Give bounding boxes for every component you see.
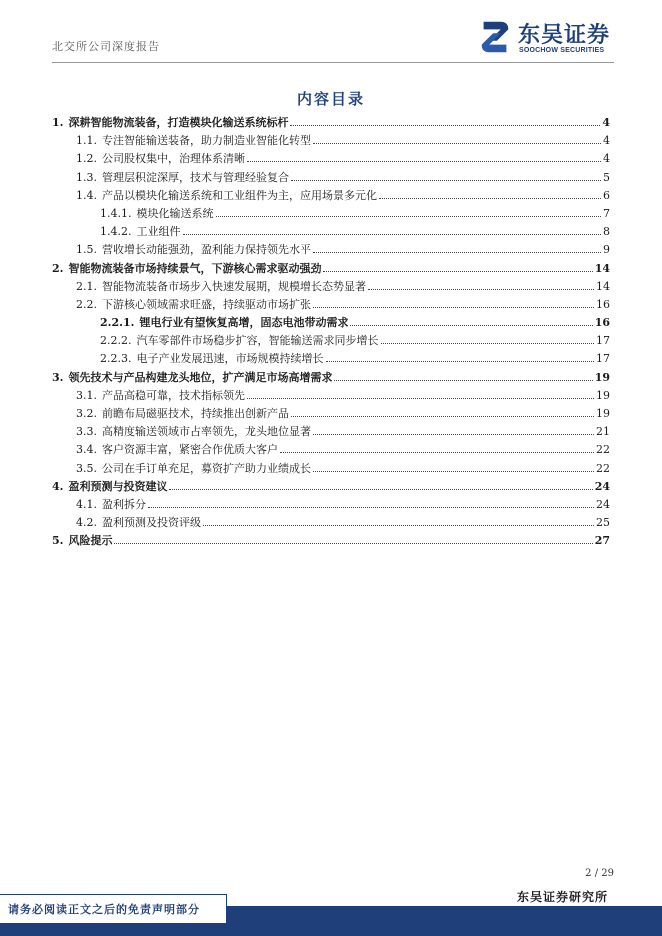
toc-entry-number: 1.3. <box>76 170 97 184</box>
toc-leader-dots <box>247 398 594 399</box>
toc-entry-number: 1.4.2. <box>100 225 132 239</box>
toc-entry[interactable] <box>52 114 610 132</box>
toc-entry[interactable] <box>52 241 610 259</box>
toc-leader-dots <box>368 289 594 290</box>
toc-entry-page: 17 <box>596 334 610 348</box>
toc-entry-label <box>76 496 146 512</box>
toc-entry-page: 19 <box>596 407 610 420</box>
toc-entry-label <box>100 350 324 366</box>
toc-entry-page: 4 <box>603 152 610 166</box>
toc-entry-text: 盈利拆分 <box>102 497 146 511</box>
toc-entry-page: 25 <box>596 516 610 530</box>
toc-leader-dots <box>216 216 602 217</box>
toc-entry-label <box>76 423 311 439</box>
toc-entry-text: 盈利预测及投资评级 <box>102 516 201 530</box>
toc-entry-label <box>76 150 245 166</box>
toc-entry-number: 2.2.1. <box>100 316 135 330</box>
toc-leader-dots <box>114 543 592 544</box>
toc-entry[interactable] <box>52 496 610 514</box>
toc-entry-text: 工业组件 <box>136 225 181 239</box>
toc-entry[interactable] <box>52 369 610 387</box>
toc-entry[interactable] <box>52 169 610 187</box>
toc-entry-label <box>76 296 311 312</box>
toc-entry-number: 2. <box>52 261 64 275</box>
toc-entry-number: 2.2. <box>76 297 97 311</box>
toc-entry-text: 领先技术与产品构建龙头地位，扩产满足市场高增需求 <box>68 370 333 384</box>
toc-entry-label <box>52 532 112 548</box>
toc-entry-number: 2.2.3. <box>100 352 132 366</box>
toc-entry-number: 4.1. <box>76 497 97 511</box>
toc-leader-dots <box>280 452 594 453</box>
toc-entry-number: 3.2. <box>76 407 97 420</box>
toc-entry[interactable] <box>52 132 610 150</box>
toc-entry-text: 客户资源丰富，紧密合作优质大客户 <box>102 443 278 457</box>
toc-entry-label <box>52 478 167 494</box>
toc-entry-page: 16 <box>596 297 610 311</box>
toc-entry-number: 1.4.1. <box>100 206 132 220</box>
toc-entry[interactable] <box>52 532 610 550</box>
toc-entry-text: 专注智能输送装备，助力制造业智能化转型 <box>102 134 311 148</box>
toc-entry-page: 4 <box>603 134 610 148</box>
toc-entry-text: 锂电行业有望恢复高增，固态电池带动需求 <box>139 316 349 330</box>
toc-entry-text: 风险提示 <box>68 534 113 548</box>
toc-entry-label <box>76 187 377 203</box>
toc-leader-dots <box>313 143 601 144</box>
toc-entry-number: 5. <box>52 534 64 548</box>
toc-entry[interactable] <box>52 314 610 332</box>
toc-entry-label <box>76 169 289 185</box>
toc-entry[interactable] <box>52 278 610 296</box>
disclaimer-box <box>0 894 227 924</box>
toc-entry-number: 1.1. <box>76 134 97 148</box>
toc-entry[interactable] <box>52 387 610 405</box>
toc-entry-number: 1. <box>52 116 64 129</box>
toc-entry[interactable] <box>52 350 610 368</box>
toc-entry-label <box>76 132 311 148</box>
toc-entry[interactable] <box>52 150 610 168</box>
toc-entry-page: 24 <box>594 479 610 493</box>
toc-entry[interactable] <box>52 296 610 314</box>
toc-entry-label <box>76 441 278 457</box>
toc-entry-page: 14 <box>596 279 610 293</box>
toc-entry-text: 深耕智能物流装备，打造模块化输送系统标杆 <box>68 116 289 129</box>
toc-leader-dots <box>313 307 594 308</box>
toc-title: 内容目录 <box>296 90 365 108</box>
toc-entry-number: 4. <box>52 479 64 493</box>
toc-leader-dots <box>247 161 601 162</box>
toc-entry-number: 3.5. <box>76 461 97 475</box>
toc-leader-dots <box>313 471 594 472</box>
report-type-label: 北交所公司深度报告 <box>52 40 160 53</box>
toc-entry-label <box>100 223 181 239</box>
brand-name-en: SOOCHOW SECURITIES <box>519 47 605 54</box>
toc-entry-page: 8 <box>603 225 610 239</box>
toc-entry-text: 电子产业发展迅速，市场规模持续增长 <box>136 352 324 366</box>
toc-leader-dots <box>334 380 592 381</box>
toc-leader-dots <box>291 416 594 417</box>
toc-entry-text: 管理层积淀深厚，技术与管理经验复合 <box>102 170 289 184</box>
toc-entry-label <box>100 332 379 348</box>
toc-entry-page: 19 <box>596 388 610 402</box>
toc-entry-page: 22 <box>596 461 610 475</box>
toc-leader-dots <box>183 234 602 235</box>
toc-entry[interactable] <box>52 205 610 223</box>
toc-leader-dots <box>323 271 592 272</box>
toc-entry-text: 前瞻布局磁驱技术，持续推出创新产品 <box>102 407 289 420</box>
brand-name-cn: 东吴证券 <box>518 23 611 48</box>
disclaimer-note: 请务必阅读正文之后的免责声明部分 <box>8 903 200 916</box>
toc-entry-label <box>52 369 332 385</box>
toc-entry[interactable] <box>52 223 610 241</box>
toc-leader-dots <box>350 325 592 326</box>
toc-leader-dots <box>313 434 594 435</box>
toc-leader-dots <box>381 343 595 344</box>
toc-leader-dots <box>203 525 594 526</box>
page-indicator: 2 / 29 <box>585 868 614 879</box>
toc-entry[interactable] <box>52 423 610 441</box>
toc-entry[interactable] <box>52 187 610 205</box>
toc-entry-text: 下游核心领域需求旺盛，持续驱动市场扩张 <box>102 297 311 311</box>
toc-entry-number: 1.5. <box>76 243 97 257</box>
toc-leader-dots <box>291 180 601 181</box>
toc-entry[interactable] <box>52 332 610 350</box>
toc-entry-text: 营收增长动能强劲，盈利能力保持领先水平 <box>102 243 311 257</box>
toc-entry-number: 1.2. <box>76 152 97 166</box>
toc-leader-dots <box>326 361 595 362</box>
toc-entry-label <box>76 405 289 421</box>
header-divider <box>52 62 614 63</box>
toc-leader-dots <box>169 489 592 490</box>
toc-entry-label <box>76 278 366 294</box>
toc-entry-page: 7 <box>603 206 610 220</box>
toc-entry[interactable] <box>52 514 610 532</box>
toc-entry-number: 3.4. <box>76 443 97 457</box>
toc-entry-number: 3. <box>52 370 64 384</box>
toc-entry-label <box>52 260 321 276</box>
toc-entry-page: 5 <box>603 170 610 184</box>
toc-entry-text: 智能物流装备市场步入快速发展期，规模增长态势显著 <box>102 279 366 293</box>
toc-entry-text: 模块化输送系统 <box>136 206 214 220</box>
toc-entry-page: 22 <box>596 443 610 457</box>
toc-entry-text: 盈利预测与投资建议 <box>68 479 168 493</box>
toc-entry[interactable] <box>52 460 610 478</box>
toc-entry-number: 3.3. <box>76 425 97 439</box>
institute-name: 东吴证券研究所 <box>516 890 608 904</box>
toc-entry-text: 汽车零部件市场稳步扩容，智能输送需求同步增长 <box>136 334 379 348</box>
toc-leader-dots <box>290 125 600 126</box>
toc-entry-page: 17 <box>596 352 610 366</box>
brand-logo <box>476 16 626 64</box>
toc-entry-text: 产品高稳可靠，技术指标领先 <box>102 388 245 402</box>
toc-entry-page: 6 <box>603 188 610 202</box>
toc-entry-label <box>52 114 288 130</box>
toc-entry-number: 3.1. <box>76 388 97 402</box>
toc-entry-page: 21 <box>596 425 610 439</box>
toc-entry[interactable] <box>52 441 610 459</box>
toc-entry-text: 公司股权集中，治理体系清晰 <box>102 152 245 166</box>
toc-entry-page: 27 <box>594 534 610 548</box>
toc-entry-label <box>76 387 245 403</box>
toc-entry-number: 2.2.2. <box>100 334 132 348</box>
toc-entry-text: 产品以模块化输送系统和工业组件为主，应用场景多元化 <box>102 188 377 202</box>
toc-entry-text: 公司在手订单充足，募资扩产助力业绩成长 <box>102 461 311 475</box>
toc-entry[interactable] <box>52 405 610 423</box>
toc-entry-label <box>76 514 201 530</box>
toc-leader-dots <box>379 198 601 199</box>
toc-entry-text: 高精度输送领域市占率领先，龙头地位显著 <box>102 425 311 439</box>
toc-entry-number: 4.2. <box>76 516 97 530</box>
toc-entry-label <box>100 314 348 330</box>
toc-entry-label <box>76 241 311 257</box>
toc-entry-number: 2.1. <box>76 279 97 293</box>
toc-entry-page: 9 <box>603 243 610 257</box>
toc-entry-number: 1.4. <box>76 188 97 202</box>
toc-entry-page: 19 <box>594 370 610 384</box>
toc-entry-label <box>100 205 214 221</box>
toc-entry-page: 4 <box>602 116 610 129</box>
toc-entry-text: 智能物流装备市场持续景气，下游核心需求驱动强劲 <box>68 261 322 275</box>
toc-entry-page: 16 <box>594 316 610 330</box>
toc-entry[interactable] <box>52 260 610 278</box>
toc-entry-page: 14 <box>594 261 610 275</box>
table-of-contents <box>52 114 610 551</box>
toc-entry[interactable] <box>52 478 610 496</box>
toc-leader-dots <box>313 252 601 253</box>
soochow-logo-icon <box>476 18 514 56</box>
toc-leader-dots <box>148 507 594 508</box>
toc-entry-label <box>76 460 311 476</box>
toc-entry-page: 24 <box>596 497 610 511</box>
